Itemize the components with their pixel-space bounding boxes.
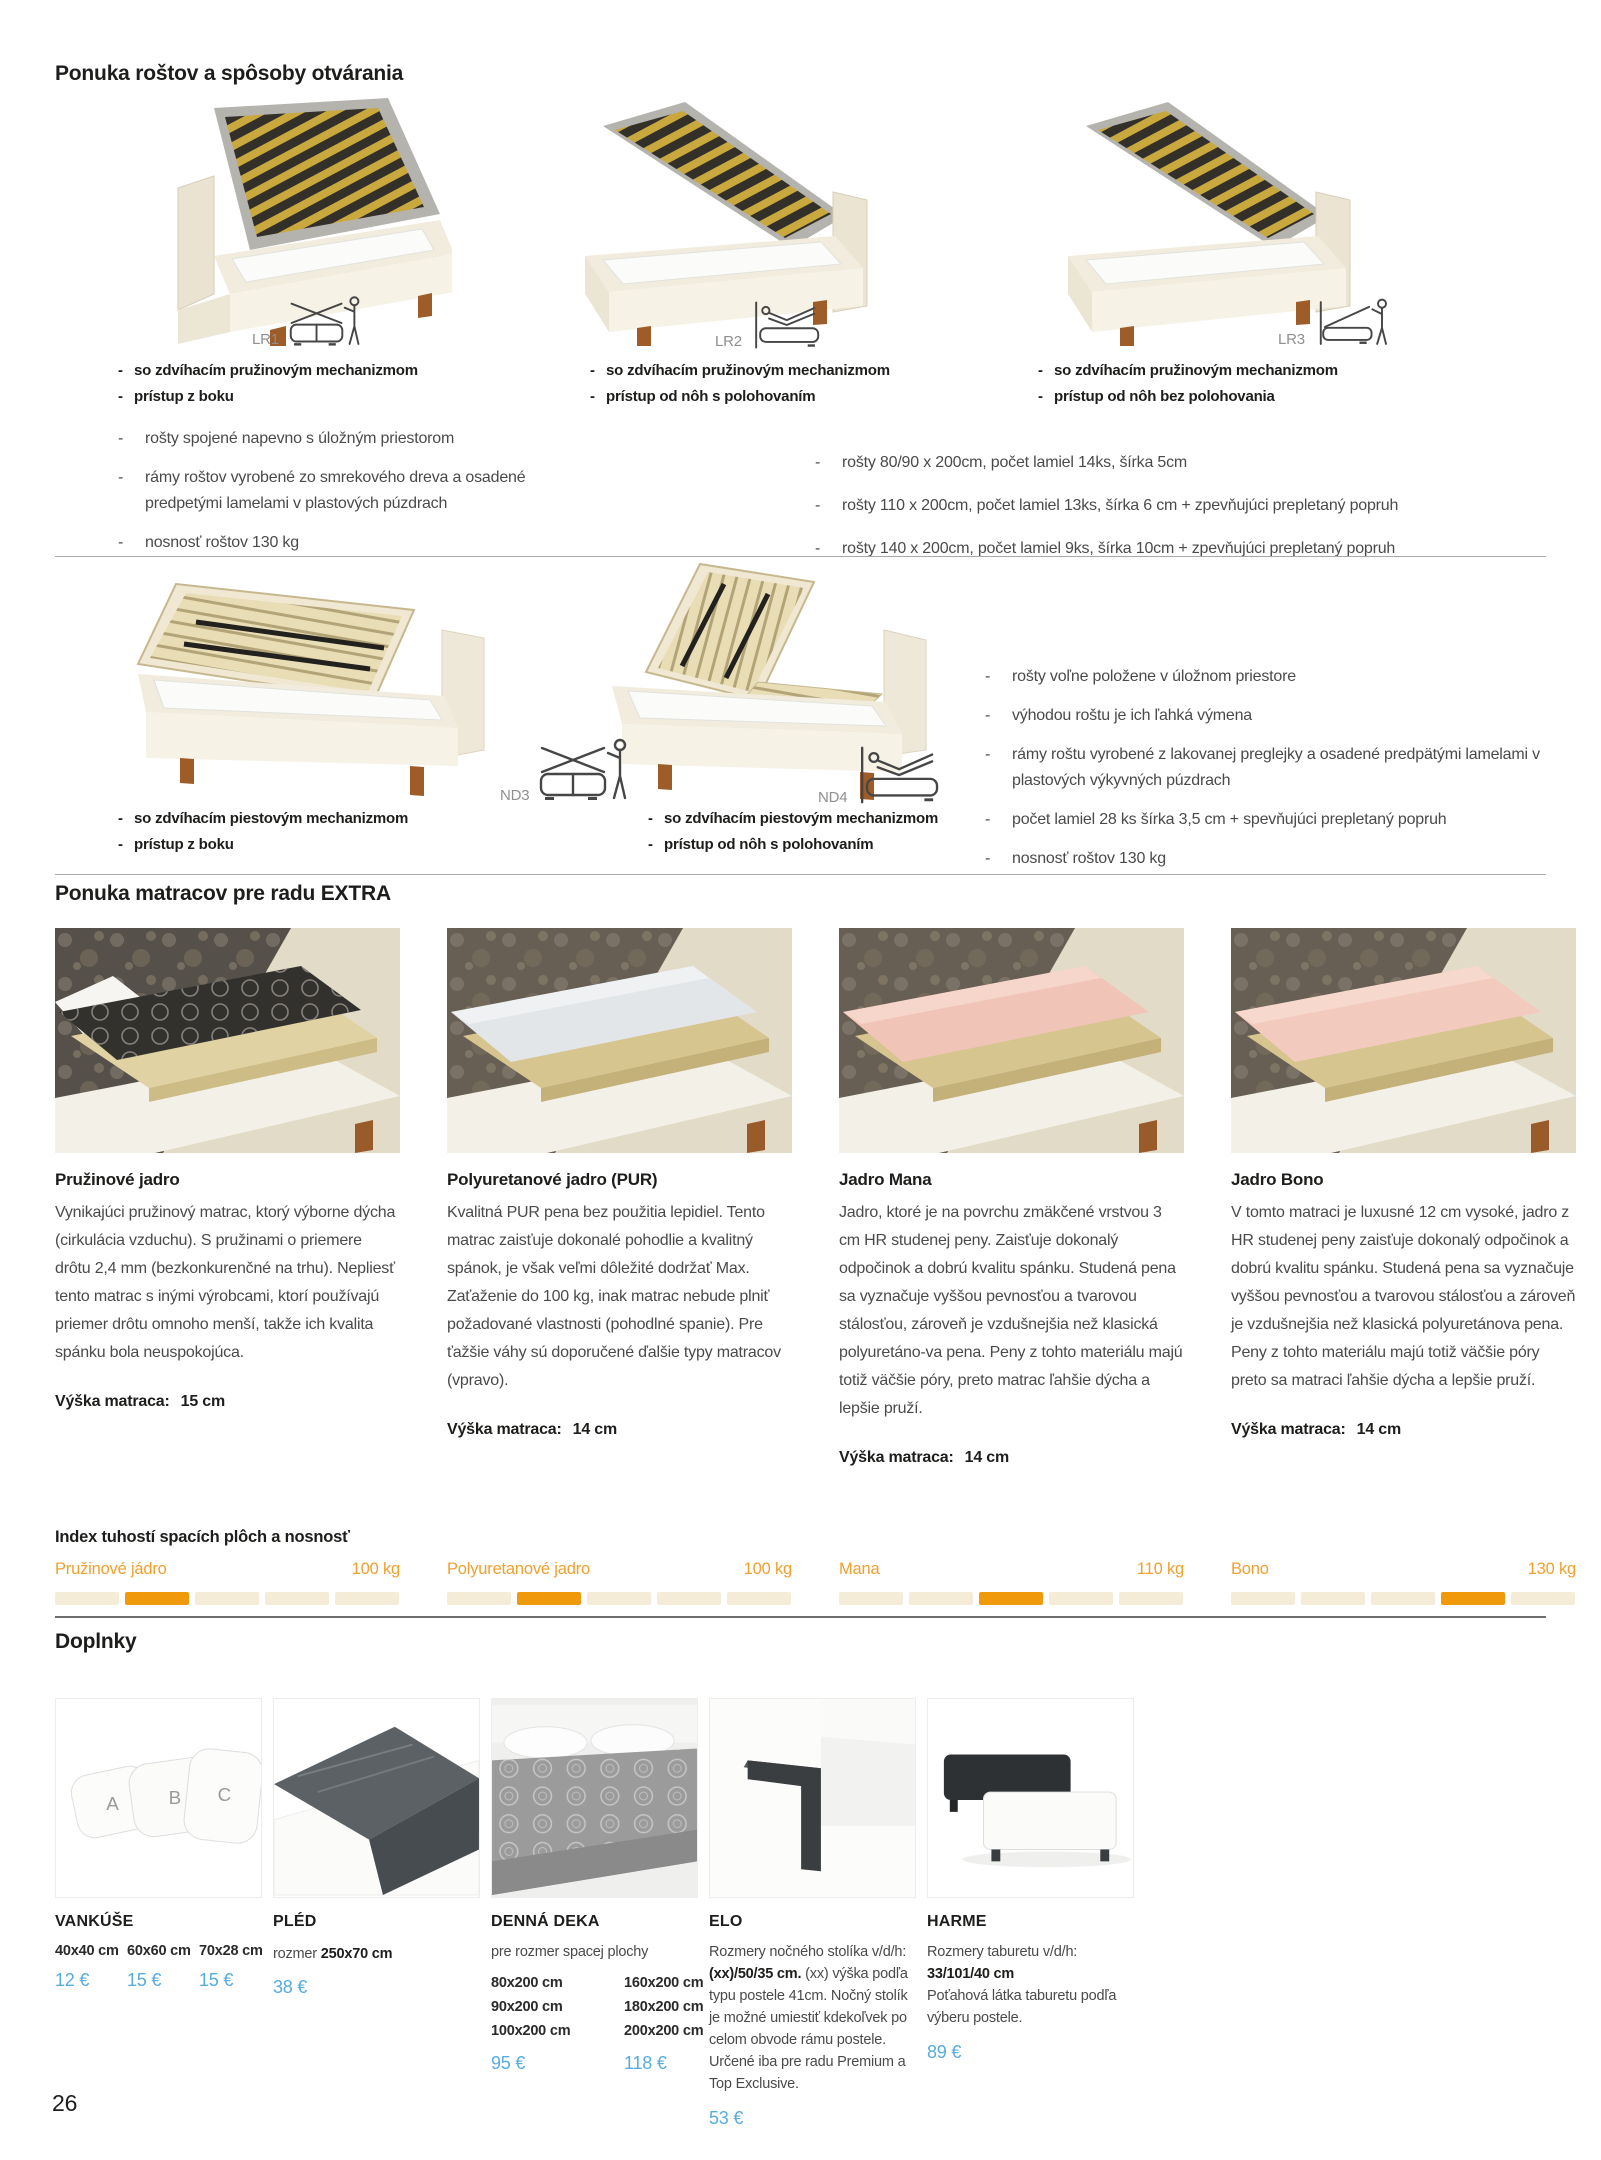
- rating-weight: 100 kg: [743, 1560, 792, 1578]
- price: 53 €: [709, 2108, 744, 2128]
- product-vankuse: [55, 1698, 265, 1991]
- pillow-letter: B: [168, 1786, 182, 1808]
- mattress-photo-bono: [1231, 928, 1576, 1153]
- firmness-bar: [839, 1592, 1184, 1605]
- bed-photo-nd3: [112, 570, 542, 802]
- firmness-bar: [447, 1592, 792, 1605]
- features-lr2: - so zdvíhacím pružinovým mechanizmom - prístup od nôh s polohovaním: [590, 358, 890, 410]
- divider: [55, 1616, 1546, 1618]
- bed-front-lift-icon: [538, 736, 634, 808]
- note-item: - rošty 80/90 x 200cm, počet lamiel 14ks, šírka 5cm: [815, 454, 1188, 471]
- features-nd3: - so zdvíhacím piestovým mechanizmom - prístup z boku: [118, 806, 408, 858]
- feature-text: prístup od nôh s polohovaním: [664, 836, 874, 853]
- note-item: - rošty 140 x 200cm, počet lamiel 9ks, šírka 10cm + zpevňujúci prepletaný popruh: [815, 540, 1396, 557]
- note-item: - rošty 110 x 200cm, počet lamiel 13ks, šírka 6 cm + zpevňujúci prepletaný popruh: [815, 497, 1399, 514]
- bed-front-lift-icon: [288, 294, 366, 352]
- feature-text: so zdvíhacím piestovým mechanizmom: [664, 810, 939, 827]
- mattress-height: Výška matraca: 15 cm: [55, 1393, 225, 1410]
- note-item: - rámy roštu vyrobené z lakovanej preglejky a osadené predpätými lamelami v plastových výkyvných púzdrach: [985, 746, 1540, 789]
- pillow-prices: [55, 1970, 265, 1991]
- product-photo-pled: [273, 1698, 480, 1898]
- bed-code-lr2: LR2: [715, 333, 742, 350]
- product-name: PLÉD: [273, 1913, 317, 1930]
- mattress-col-pruzinove: [55, 928, 400, 1411]
- features-lr3: - so zdvíhacím pružinovým mechanizmom - prístup od nôh bez polohovania: [1038, 358, 1338, 410]
- feature-text: so zdvíhacím pružinovým mechanizmom: [134, 362, 418, 379]
- rating-label: Mana: [839, 1560, 880, 1578]
- feature-text: so zdvíhacím piestovým mechanizmom: [134, 810, 409, 827]
- features-nd4: - so zdvíhacím piestovým mechanizmom - prístup od nôh s polohovaním: [648, 806, 938, 858]
- firmness-bar: [55, 1592, 400, 1605]
- product-photo-harme: [927, 1698, 1134, 1898]
- feature-text: so zdvíhacím pružinovým mechanizmom: [1054, 362, 1338, 379]
- product-dimension: 33/101/40 cm: [927, 1966, 1015, 1982]
- feature-text: so zdvíhacím pružinovým mechanizmom: [606, 362, 890, 379]
- mattress-photo-pur: [447, 928, 792, 1153]
- mattress-name: Jadro Mana: [839, 1170, 932, 1189]
- notes-rosty-left: [118, 426, 568, 569]
- mattress-name: Polyuretanové jadro (PUR): [447, 1170, 658, 1189]
- section-title-matrace: Ponuka matracov pre radu EXTRA: [55, 882, 391, 905]
- product-photo-elo: [709, 1698, 916, 1898]
- mattress-description: Kvalitná PUR pena bez použitia lepidiel. Tento matrac zaisťuje dokonalé pohodlie a kvalitný spánok, je však veľmi dôležité dodržať Max. Zaťaženie do 100 kg, inak matrac nebude plniť požadované vlastnosti (pohodlné spanie). Pre ťažšie váhy sú doporučené ďalšie typy matracov (vpravo).: [447, 1204, 781, 1389]
- product-pled: [273, 1698, 483, 1998]
- rating-label: Pružinové jádro: [55, 1560, 167, 1578]
- rating-weight: 110 kg: [1136, 1560, 1184, 1578]
- bed-code-nd3: ND3: [500, 787, 530, 804]
- bed-side-recline-icon: [856, 740, 950, 810]
- section-title-doplnky: Doplnky: [55, 1630, 137, 1653]
- mattress-height: Výška matraca: 14 cm: [447, 1421, 617, 1438]
- note-item: - nosnosť roštov 130 kg: [985, 850, 1166, 867]
- rating-weight: 130 kg: [1527, 1560, 1576, 1578]
- product-name: VANKÚŠE: [55, 1913, 134, 1930]
- bed-type-lr2: [715, 296, 829, 354]
- pillow-letter: C: [217, 1783, 232, 1805]
- bed-code-nd4: ND4: [818, 789, 848, 806]
- mattress-name: Pružinové jadro: [55, 1170, 180, 1189]
- price: 89 €: [927, 2042, 962, 2062]
- features-lr1: - so zdvíhacím pružinovým mechanizmom - prístup z boku: [118, 358, 418, 410]
- price: 12 €: [55, 1970, 90, 1990]
- product-description: Rozmery nočného stolíka v/d/h: (xx)/50/35 cm. (xx) výška podľa typu postele 41cm. Nočný stolík je možné umiestiť kdekoľvek po celom obvode rámu postele. Určené iba pre radu Premium a Top Exclusive.: [709, 1944, 908, 2092]
- product-dimension: rozmer 250x70 cm: [273, 1946, 393, 1962]
- note-item: - rošty voľne položene v úložnom priestore: [985, 668, 1296, 685]
- firmness-bar: [1231, 1592, 1576, 1605]
- price: 15 €: [127, 1970, 162, 1990]
- bed-type-nd4: [818, 740, 950, 810]
- mattress-rating-pur: [447, 1560, 792, 1605]
- bed-side-lift-icon: [1314, 294, 1392, 352]
- mattress-description: Jadro, ktoré je na povrchu zmäkčené vrstvou 3 cm HR studenej peny. Zaisťuje dokonalý odpočinok a dobrú kvalitu spánku. Studená pena sa vyznačuje vyššou pevnosťou a tvarovou stálosťou, zároveň je vzdušnejšia než klasická polyuretáno-va pena. Peny z tohto materiálu majú totiž väčšie póry, preto matrac ľahšie dýcha a lepšie pruží.: [839, 1204, 1183, 1417]
- note-item: - počet lamiel 28 ks šírka 3,5 cm + spevňujúci prepletaný popruh: [985, 811, 1447, 828]
- rating-label: Polyuretanové jadro: [447, 1560, 590, 1578]
- mattress-photo-pruzinove: [55, 928, 400, 1153]
- section-title-rosty: Ponuka roštov a spôsoby otvárania: [55, 62, 404, 85]
- deka-sizes: 80x200 cm 90x200 cm 100x200 cm 160x200 cm 180x200 cm 200x200 cm: [491, 1975, 704, 2039]
- mattress-description: Vynikajúci pružinový matrac, ktorý výborne dýcha (cirkulácia vzduchu). S pružinami o priemere drôtu 2,4 mm (bezkonkurenčné na trhu). Nepliesť tento matrac s inými výrobcami, ktorí používajú priemer drôtu omnoho menší, takže ich kvalita spánku bola neuspokojúca.: [55, 1204, 396, 1361]
- price: 95 €: [491, 2053, 526, 2073]
- product-photo-vankuse: [55, 1698, 262, 1898]
- page-number: 26: [52, 2090, 78, 2116]
- price: 118 €: [624, 2053, 667, 2073]
- price: 15 €: [199, 1970, 234, 1990]
- note-item: - výhodou roštu je ich ľahká výmena: [985, 707, 1252, 724]
- bed-type-lr1: [252, 294, 366, 352]
- mattress-photo-mana: [839, 928, 1184, 1153]
- feature-text: prístup z boku: [134, 388, 234, 405]
- mattress-rating-pruzinove: [55, 1560, 400, 1605]
- deka-prices: [491, 2053, 701, 2074]
- mattress-height: Výška matraca: 14 cm: [839, 1449, 1009, 1466]
- product-name: DENNÁ DEKA: [491, 1913, 600, 1930]
- note-item: - rošty spojené napevno s úložným priestorom: [118, 430, 455, 447]
- pillow-sizes: 40x40 cm 60x60 cm 70x28 cm: [55, 1943, 263, 1959]
- mattress-height: Výška matraca: 14 cm: [1231, 1421, 1401, 1438]
- bed-side-recline-icon: [751, 296, 829, 354]
- notes-rosty-row2: [985, 664, 1560, 885]
- mattress-description: V tomto matraci je luxusné 12 cm vysoké, jadro z HR studenej peny zaisťuje dokonalý odpočinok a dobrú kvalitu spánku. Studená pena sa vyznačuje vyššou pevnosťou a tvarovou stálosťou a zároveň je vzdušnejšia než klasická polyuretánova pena. Peny z tohto materiálu majú totiž väčšie póry preto sa matraci ľahšie dýcha a lepšie pruží.: [1231, 1204, 1576, 1389]
- feature-text: prístup z boku: [134, 836, 234, 853]
- product-denna-deka: [491, 1698, 704, 2074]
- mattress-rating-bono: [1231, 1560, 1576, 1605]
- product-elo: [709, 1698, 919, 2129]
- divider: [55, 874, 1546, 875]
- mattress-rating-mana: [839, 1560, 1184, 1605]
- product-photo-denna-deka: [491, 1698, 698, 1898]
- rating-label: Bono: [1231, 1560, 1269, 1578]
- divider: [55, 556, 1546, 557]
- bed-type-nd3: [500, 736, 634, 808]
- price: 38 €: [273, 1977, 308, 1997]
- product-name: HARME: [927, 1913, 987, 1930]
- product-harme: [927, 1698, 1137, 2063]
- mattress-col-pur: [447, 928, 792, 1439]
- note-item: - rámy roštov vyrobené zo smrekového dreva a osadené predpetými lamelami v plastových púzdrach: [118, 469, 526, 512]
- note-item: - nosnosť roštov 130 kg: [118, 534, 299, 551]
- rating-weight: 100 kg: [351, 1560, 400, 1578]
- mattress-col-bono: [1231, 928, 1576, 1439]
- bed-code-lr1: LR1: [252, 331, 279, 348]
- product-name: ELO: [709, 1913, 743, 1930]
- product-description: Rozmery taburetu v/d/h: 33/101/40 cm Poťahová látka taburetu podľa výberu postele.: [927, 1941, 1137, 2029]
- feature-text: prístup od nôh s polohovaním: [606, 388, 816, 405]
- product-subtitle: pre rozmer spacej plochy: [491, 1944, 649, 1960]
- mattress-name: Jadro Bono: [1231, 1170, 1324, 1189]
- firmness-index-label: Index tuhostí spacích plôch a nosnosť: [55, 1528, 350, 1546]
- bed-code-lr3: LR3: [1278, 331, 1305, 348]
- pillow-letter: A: [106, 1792, 119, 1814]
- mattress-col-mana: [839, 928, 1184, 1467]
- bed-type-lr3: [1278, 294, 1392, 352]
- feature-text: prístup od nôh bez polohovania: [1054, 388, 1275, 405]
